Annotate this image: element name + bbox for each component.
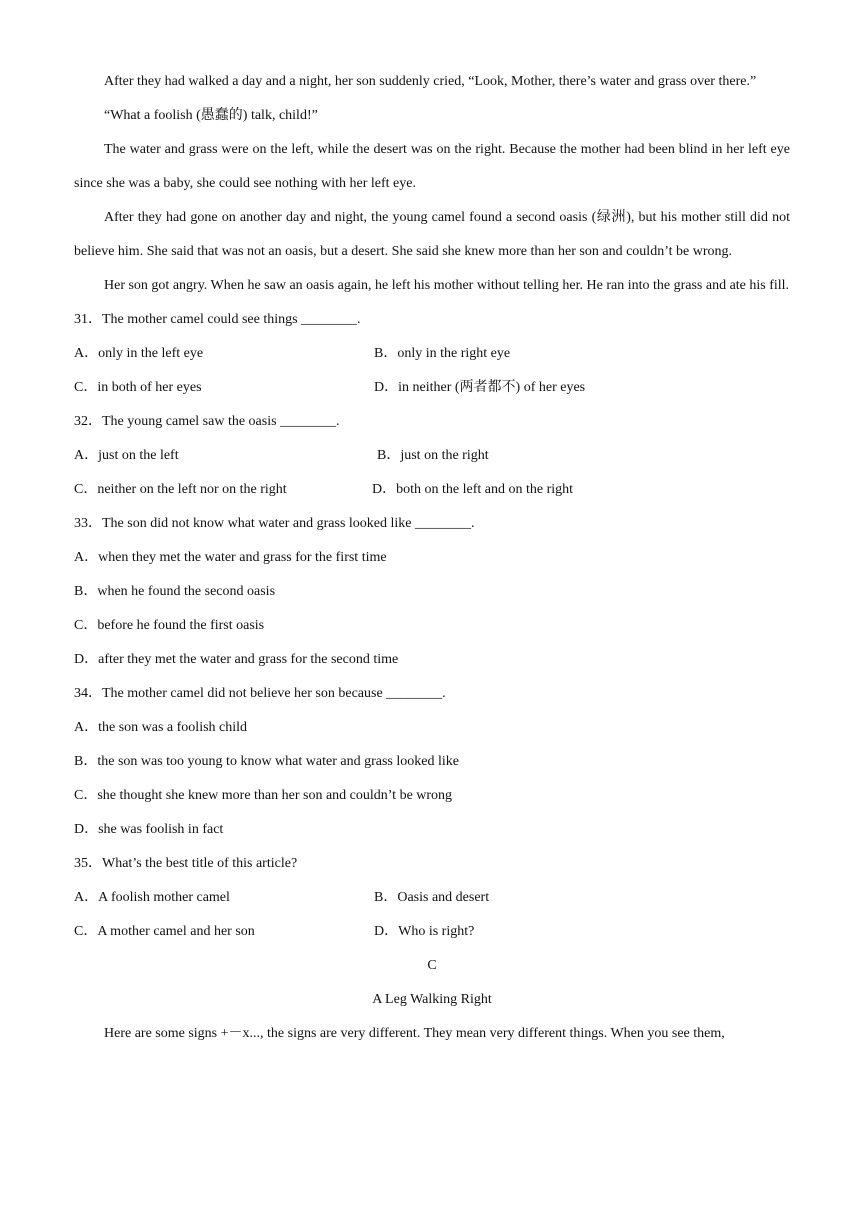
passage-first-line: Here are some signs +－x..., the signs are very different. They mean very different things. When you see them, xyxy=(104,1026,725,1041)
option-c[interactable]: C．before he found the first oasis xyxy=(74,618,265,633)
option-a[interactable]: A．A foolish mother camel xyxy=(74,890,230,905)
question-stem: 32．The young camel saw the oasis ________. xyxy=(74,414,340,429)
option-row xyxy=(74,439,790,473)
option-d[interactable]: D．after they met the water and grass for the second time xyxy=(74,652,399,667)
option-row xyxy=(74,371,790,405)
passage-paragraph: After they had gone on another day and night, the young camel found a second oasis (绿洲), but his mother still did not believe him. She said that was not an oasis, but a desert. She said she knew more than her son and couldn’t be wrong. xyxy=(74,210,790,259)
option-b[interactable]: B．the son was too young to know what water and grass looked like xyxy=(74,754,459,769)
passage-paragraph: After they had walked a day and a night, her son suddenly cried, “Look, Mother, there’s water and grass over there.” xyxy=(104,74,757,89)
option-d[interactable]: D．both on the left and on the right xyxy=(372,482,574,497)
option-a[interactable]: A．only in the left eye xyxy=(74,346,204,361)
option-d[interactable]: D．Who is right? xyxy=(374,924,475,939)
option-row xyxy=(74,915,790,949)
option-d[interactable]: D．in neither (两者都不) of her eyes xyxy=(374,380,586,395)
option-row xyxy=(74,337,790,371)
option-b[interactable]: B．only in the right eye xyxy=(374,346,511,361)
passage-paragraph: “What a foolish (愚蠢的) talk, child!” xyxy=(104,108,318,123)
question-stem: 35．What’s the best title of this article? xyxy=(74,856,298,871)
option-a[interactable]: A．when they met the water and grass for the first time xyxy=(74,550,387,565)
option-a[interactable]: A．just on the left xyxy=(74,448,179,463)
option-d[interactable]: D．she was foolish in fact xyxy=(74,822,224,837)
option-c[interactable]: C．in both of her eyes xyxy=(74,380,202,395)
question-stem: 31．The mother camel could see things ________. xyxy=(74,312,361,327)
option-a[interactable]: A．the son was a foolish child xyxy=(74,720,248,735)
option-row xyxy=(74,881,790,915)
section-title: A Leg Walking Right xyxy=(372,992,492,1007)
question-stem: 34．The mother camel did not believe her son because ________. xyxy=(74,686,446,701)
option-b[interactable]: B．Oasis and desert xyxy=(374,890,490,905)
document-page xyxy=(74,0,790,1051)
section-letter: C xyxy=(427,958,437,973)
option-c[interactable]: C．she thought she knew more than her son and couldn’t be wrong xyxy=(74,788,453,803)
option-b[interactable]: B．just on the right xyxy=(377,448,489,463)
option-row xyxy=(74,473,790,507)
option-b[interactable]: B．when he found the second oasis xyxy=(74,584,276,599)
option-c[interactable]: C．A mother camel and her son xyxy=(74,924,255,939)
passage-paragraph: Her son got angry. When he saw an oasis again, he left his mother without telling her. He ran into the grass and ate his fill. xyxy=(104,278,790,293)
passage-paragraph: The water and grass were on the left, while the desert was on the right. Because the mother had been blind in her left eye since she was a baby, she could see nothing with her left eye. xyxy=(74,142,790,191)
option-c[interactable]: C．neither on the left nor on the right xyxy=(74,482,287,497)
question-stem: 33．The son did not know what water and grass looked like ________. xyxy=(74,516,475,531)
